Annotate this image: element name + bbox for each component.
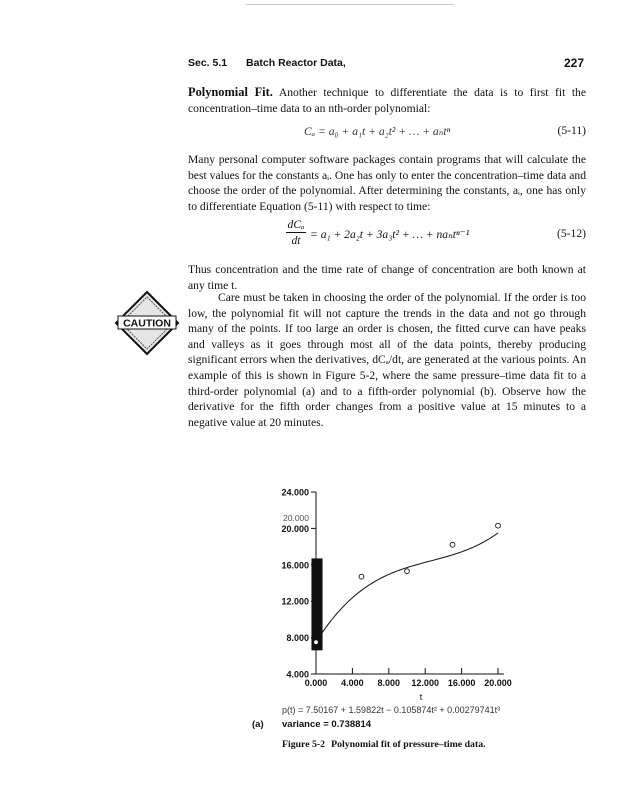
paragraph-lead: Polynomial Fit. bbox=[188, 85, 273, 99]
fraction-numerator: dCₐ bbox=[287, 218, 305, 231]
y-tick-label: 20.000 bbox=[281, 523, 309, 534]
paragraph-polynomial-fit bbox=[188, 85, 586, 116]
x-tick-label: 12.000 bbox=[411, 678, 439, 688]
data-point bbox=[450, 542, 455, 547]
equation-5-12 bbox=[188, 218, 586, 254]
paragraph-care: Care must be taken in choosing the order of the polynomial. If the order is too low, the polynomial fit will not capture the trends in the data and not go through many of the points. If too large an order is chosen, the fitted curve can have peaks and valleys as it goes through most all of the data points, thereby producing significant errors when the derivatives, dCₐ/dt, are generated at the various points. An example of this is shown in Figure 5-2, where the same pressure–time data fit to a third-order polynomial (a) and to a fifth-order polynomial (b). Observe how the derivative for the fifth order changes from a positive value at 15 minutes to a negative value at 20 minutes. bbox=[188, 291, 586, 429]
page-number: 227 bbox=[563, 56, 584, 70]
equation-number: (5-11) bbox=[557, 124, 586, 137]
y-tick-label: 4.000 bbox=[286, 669, 309, 680]
variance-value: variance = 0.738814 bbox=[282, 719, 372, 730]
data-point bbox=[359, 574, 364, 579]
y-tick-label: 24.000 bbox=[281, 487, 309, 498]
scan-artifact-bar bbox=[311, 558, 322, 650]
y-tick-label: 16.000 bbox=[281, 560, 309, 571]
data-point bbox=[314, 640, 319, 645]
caution-label: CAUTION bbox=[123, 317, 171, 330]
y-tick-label: 8.000 bbox=[286, 633, 309, 644]
paragraph-text: Another technique to differentiate the data is to first fit the concentration–time data to an nth-order polynomial: bbox=[188, 86, 586, 115]
fit-curve bbox=[316, 533, 498, 642]
equation-rhs: = a₁ + 2a₂t + 3a₃t² + … + naₙtⁿ⁻¹ bbox=[310, 228, 470, 241]
paragraph-known: Thus concentration and the time rate of change of concentration are both known at any time t. bbox=[188, 263, 586, 292]
paragraph-software: Many personal computer software packages contain programs that will calculate the best values for the constants aᵢ. One has only to enter the concentration–time data and choose the order of the polynomial. After determining the constants, aᵢ, one has only to differentiate Equation (5-11) with respect to time: bbox=[188, 153, 586, 213]
x-tick-label: 0.000 bbox=[304, 678, 328, 688]
fraction-denominator: dt bbox=[291, 234, 301, 247]
caption-text: Polynomial fit of pressure–time data. bbox=[331, 739, 486, 750]
x-tick-label: 8.000 bbox=[377, 678, 401, 688]
x-tick-label: 16.000 bbox=[447, 678, 476, 688]
fit-formula: p(t) = 7.50167 + 1.59822t − 0.105874t² + 0.00279741t³ bbox=[282, 705, 501, 715]
top-rule bbox=[246, 4, 454, 5]
section-label: Sec. 5.1 bbox=[188, 57, 228, 69]
x-axis-label: t bbox=[419, 692, 423, 702]
caution-icon bbox=[114, 290, 180, 356]
figure-caption bbox=[282, 739, 486, 750]
equation-number: (5-12) bbox=[557, 227, 586, 240]
y-tick-label-duplicate: 20.000 bbox=[283, 512, 309, 523]
section-title: Batch Reactor Data, bbox=[246, 57, 346, 69]
figure-number: Figure 5-2 bbox=[282, 739, 326, 750]
x-tick-label: 4.000 bbox=[341, 678, 364, 688]
y-tick-label: 12.000 bbox=[281, 596, 309, 607]
pressure-time-chart bbox=[240, 480, 540, 710]
derivative-fraction bbox=[286, 218, 306, 247]
subfigure-label: (a) bbox=[252, 719, 264, 730]
data-point bbox=[405, 569, 410, 574]
x-tick-label: 20.000 bbox=[484, 678, 512, 688]
data-point bbox=[496, 523, 501, 528]
equation-body: Cₐ = a₀ + a₁t + a₂t² + … + aₙtⁿ bbox=[304, 125, 451, 138]
